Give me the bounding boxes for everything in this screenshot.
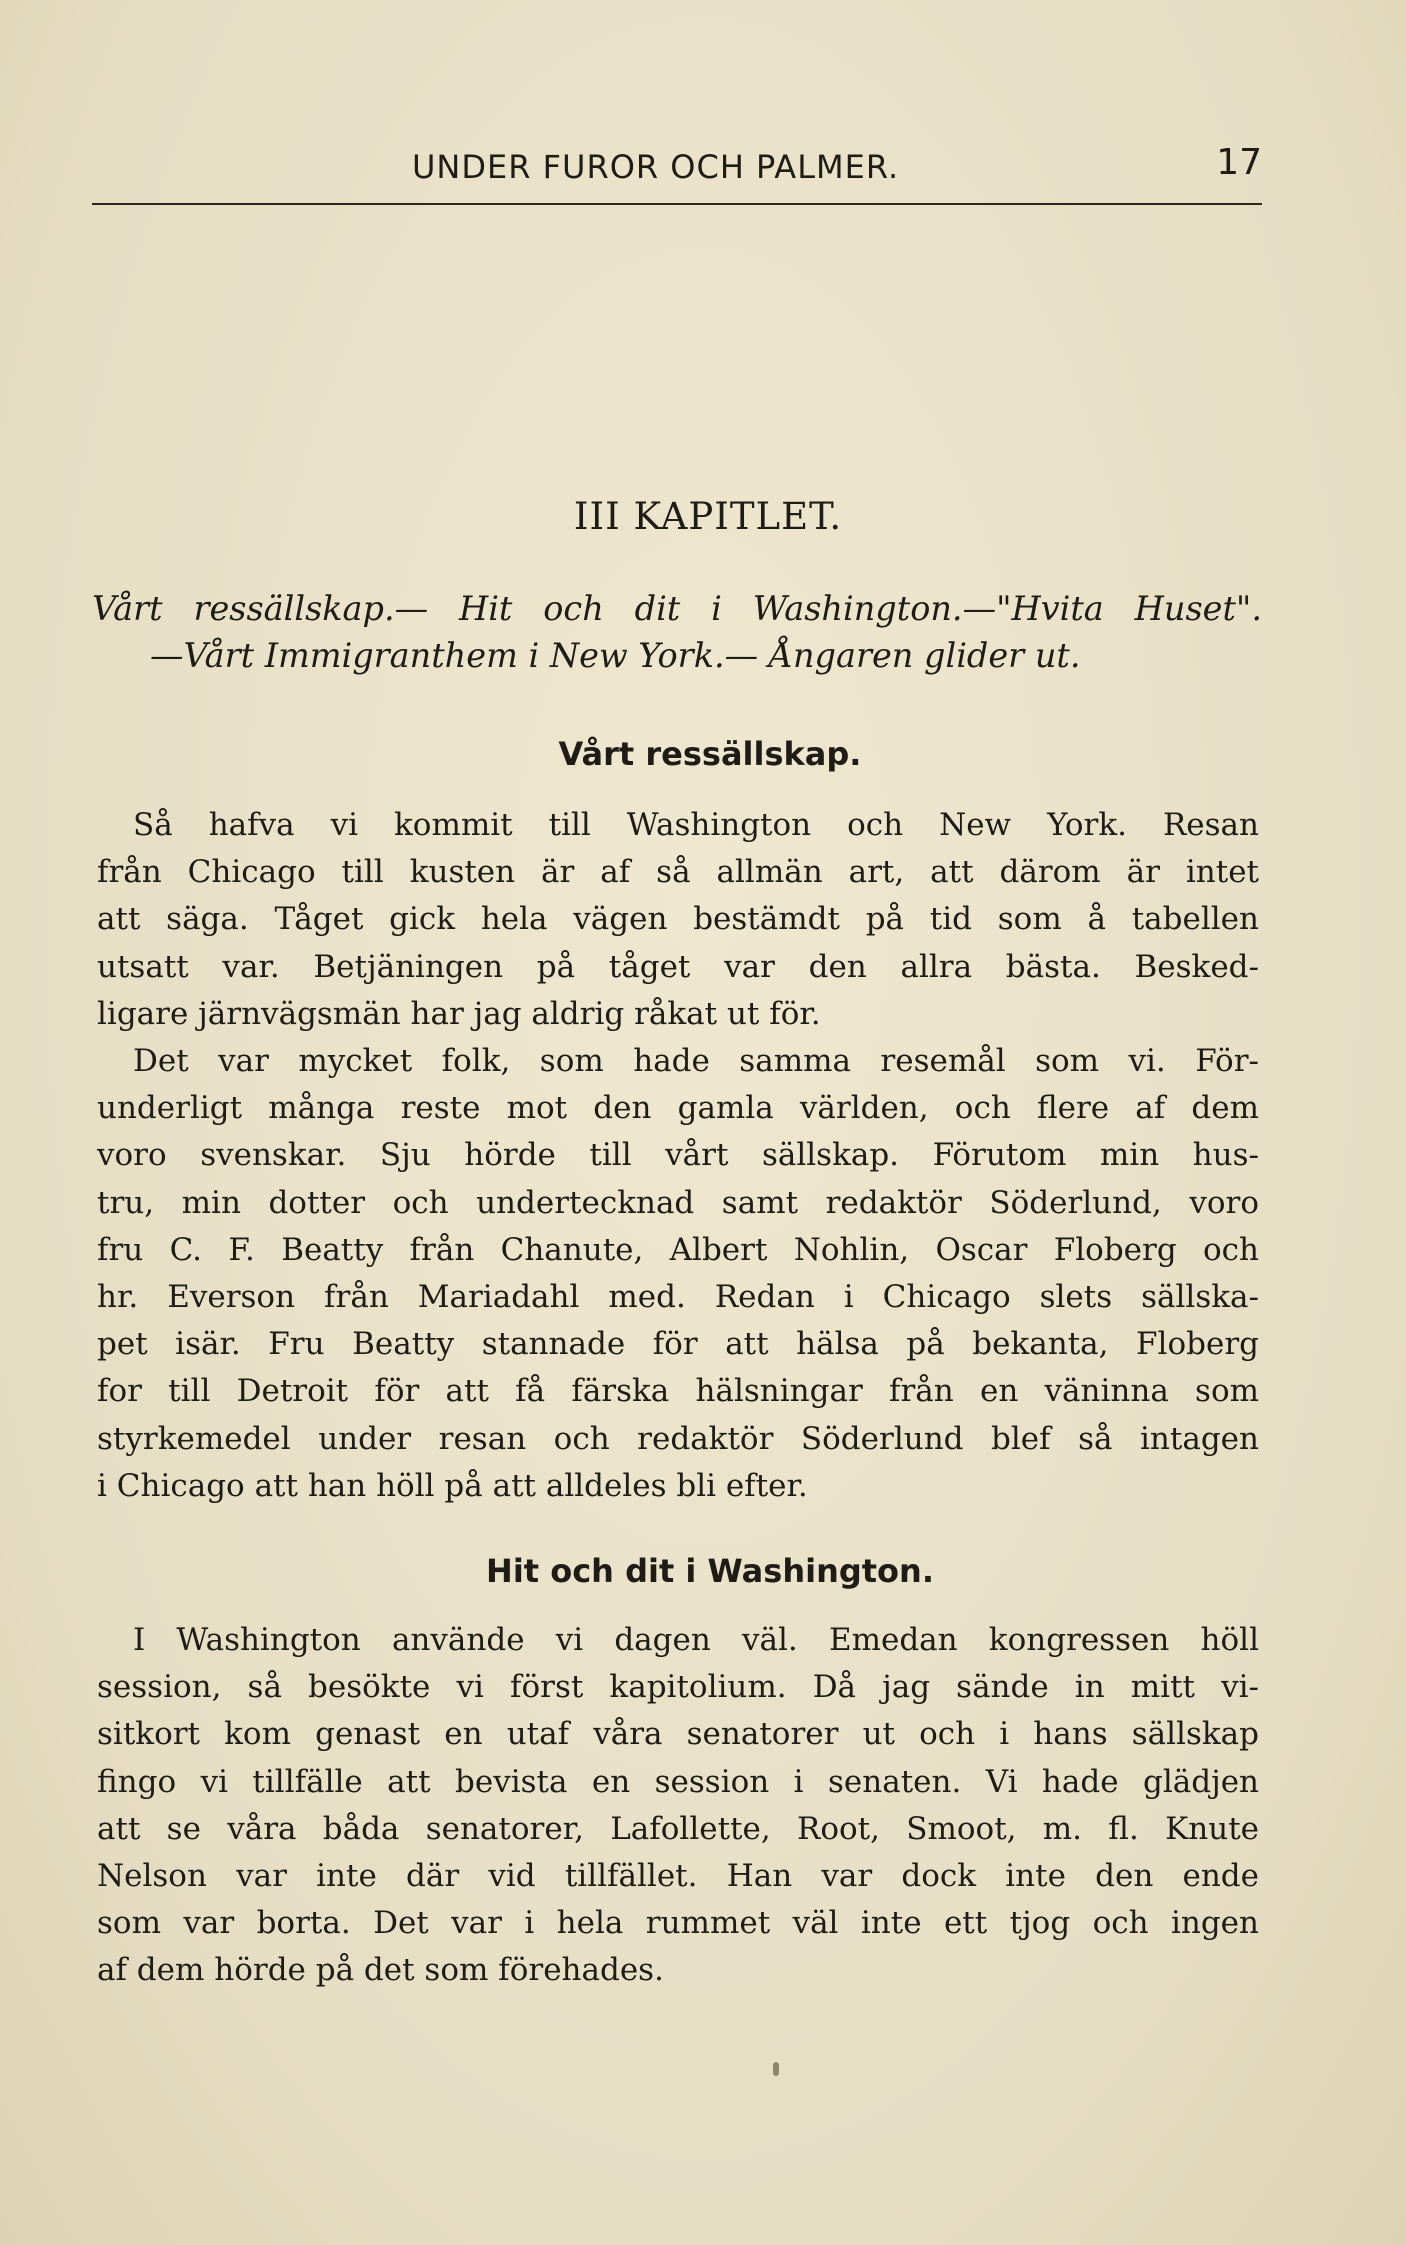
chapter-summary <box>92 585 1262 679</box>
text-line: af dem hörde på det som förehades. <box>97 1952 664 1989</box>
text-line: for till Detroit för att få färska hälsningar från en väninna som <box>97 1373 1259 1410</box>
body-paragraphs <box>97 1617 1259 1995</box>
text-line: session, så besökte vi först kapitolium. Då jag sände in mitt vi- <box>97 1669 1259 1706</box>
text-line: att säga. Tåget gick hela vägen bestämdt på tid som å tabellen <box>97 901 1259 938</box>
text-line: styrkemedel under resan och redaktör Söderlund blef så intagen <box>97 1420 1259 1457</box>
text-line: voro svenskar. Sju hörde till vårt sällskap. Förutom min hus- <box>97 1137 1259 1174</box>
page-number: 17 <box>1216 142 1262 183</box>
text-line: hr. Everson från Mariadahl med. Redan i Chicago slets sällska- <box>97 1279 1259 1316</box>
text-line: underligt många reste mot den gamla världen, och flere af dem <box>97 1090 1259 1127</box>
text-line: pet isär. Fru Beatty stannade för att hälsa på bekanta, Floberg <box>97 1326 1259 1363</box>
text-line: ligare järnvägsmän har jag aldrig råkat ut för. <box>97 995 821 1032</box>
text-line: från Chicago till kusten är af så allmän art, att därom är intet <box>97 854 1259 891</box>
text-line: Så hafva vi kommit till Washington och New York. Resan <box>133 807 1259 843</box>
text-line: som var borta. Det var i hela rummet väl inte ett tjog och ingen <box>97 1905 1259 1942</box>
summary-line: —Vårt Immigranthem i New York.— Ångaren glider ut. <box>150 636 1081 675</box>
section-heading: Hit och dit i Washington. <box>486 1552 934 1590</box>
text-line: i Chicago att han höll på att alldeles bli efter. <box>97 1467 808 1504</box>
text-line: sitkort kom genast en utaf våra senatorer ut och i hans sällskap <box>97 1716 1259 1753</box>
text-line: Nelson var inte där vid tillfället. Han var dock inte den ende <box>97 1858 1259 1895</box>
text-line: att se våra båda senatorer, Lafollette, Root, Smoot, m. fl. Knute <box>97 1810 1259 1847</box>
ink-speck <box>773 2062 779 2076</box>
text-line: tru, min dotter och undertecknad samt redaktör Söderlund, voro <box>97 1184 1259 1221</box>
text-line: fru C. F. Beatty från Chanute, Albert Nohlin, Oscar Floberg och <box>97 1231 1259 1268</box>
text-line: utsatt var. Betjäningen på tåget var den allra bästa. Besked- <box>97 948 1259 985</box>
summary-line: Vårt ressällskap.— Hit och dit i Washington.—"Hvita Huset". <box>92 589 1262 628</box>
section-heading: Vårt ressällskap. <box>558 735 862 773</box>
body-paragraphs <box>97 802 1259 1510</box>
text-line: fingo vi tillfälle att bevista en session i senaten. Vi hade glädjen <box>97 1763 1259 1800</box>
text-line: I Washington använde vi dagen väl. Emedan kongressen höll <box>133 1622 1259 1658</box>
chapter-heading: III KAPITLET. <box>573 495 843 538</box>
text-line: Det var mycket folk, som hade samma resemål som vi. För- <box>133 1043 1259 1080</box>
header-rule <box>92 203 1262 205</box>
running-head-title: UNDER FUROR OCH PALMER. <box>412 148 900 186</box>
running-head <box>92 142 1262 198</box>
